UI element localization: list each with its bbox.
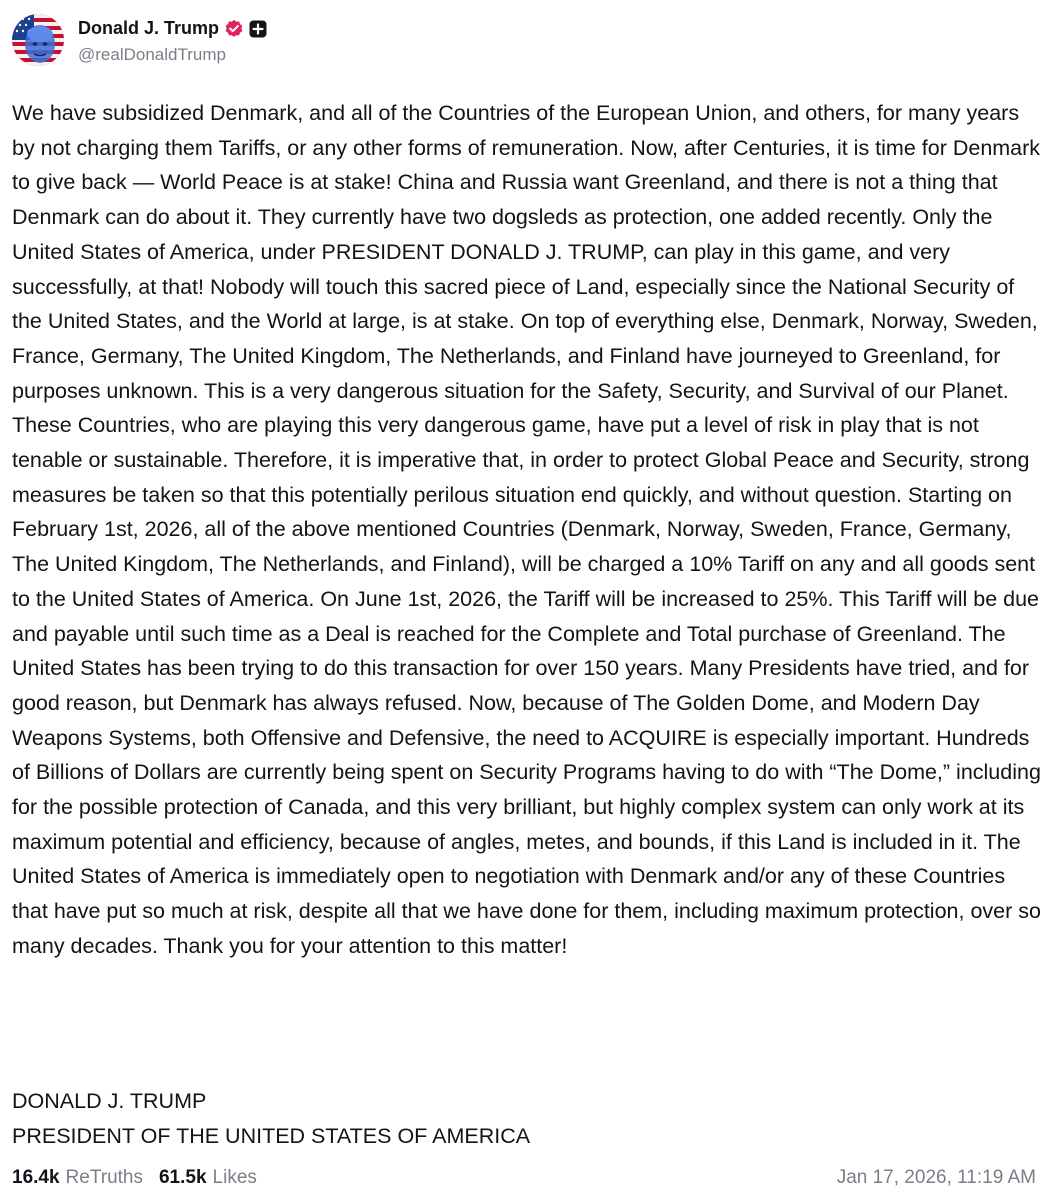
- post-body: [12, 96, 1044, 964]
- verified-badge-icon: [224, 19, 244, 39]
- name-row: [78, 16, 267, 42]
- post-header: [12, 12, 267, 68]
- avatar[interactable]: [12, 14, 64, 66]
- likes-label: Likes: [212, 1167, 257, 1188]
- signature-name: DONALD J. TRUMP: [12, 1089, 207, 1113]
- likes-count: 61.5k: [158, 1167, 207, 1188]
- signature-title: PRESIDENT OF THE UNITED STATES OF AMERICA: [12, 1123, 531, 1148]
- author-identity: [78, 16, 267, 65]
- post-body-text: We have subsidized Denmark, and all of the Countries of the European Union, and others, for many years by not charging them Tariffs, or any other forms of remuneration. Now, after Centuries, it is time for Denmark to give back — World Peace is at stake! China and Russia want Greenland, and there is not a thing that Denmark can do about it. They currently have two dogsleds as protection, one added recently. Only the United States of America, under PRESIDENT DONALD J. TRUMP, can play in this game, and very successfully, at that! Nobody will touch this sacred piece of Land, especially since the National Security of the United States, and the World at large, is at stake. On top of everything else, Denmark, Norway, Sweden, France, Germany, The United Kingdom, The Netherlands, and Finland have journeyed to Greenland, for purposes unknown. This is a very dangerous situation for the Safety, Security, and Survival of our Planet. These Countries, who are playing this very dangerous game, have put a level of risk in play that is not tenable or sustainable. Therefore, it is imperative that, in order to protect Global Peace and Security, strong measures be taken so that this potentially perilous situation end quickly, and without question. Starting on February 1st, 2026, all of the above mentioned Countries (Denmark, Norway, Sweden, France, Germany, The United Kingdom, The Netherlands, and Finland), will be charged a 10% Tariff on any and all goods sent to the United States of America. On June 1st, 2026, the Tariff will be increased to 25%. This Tariff will be due and payable until such time as a Deal is reached for the Complete and Total purchase of Greenland. The United States has been trying to do this transaction for over 150 years. Many Presidents have tried, and for good reason, but Denmark has always refused. Now, because of The Golden Dome, and Modern Day Weapons Systems, both Offensive and Defensive, the need to ACQUIRE is especially important. Hundreds of Billions of Dollars are currently being spent on Security Programs having to do with “The Dome,” including for the possible protection of Canada, and this very brilliant, but highly complex system can only work at its maximum potential and efficiency, because of angles, metes, and bounds, if this Land is included in it. The United States of America is immediately open to negotiation with Denmark and/or any of these Countries that have put so much at risk, despite all that we have done for them, including maximum protection, over so many decades. Thank you for your attention to this matter!: [12, 101, 1041, 958]
- post-timestamp[interactable]: Jan 17, 2026, 11:19 AM: [836, 1167, 1036, 1188]
- retruths-label: ReTruths: [65, 1167, 143, 1188]
- post-signature: [12, 1084, 530, 1153]
- retruths-stat[interactable]: [12, 1167, 143, 1189]
- display-name[interactable]: Donald J. Trump: [78, 18, 220, 38]
- plus-badge-icon: [249, 20, 267, 38]
- profile-avatar-icon: [12, 14, 64, 66]
- likes-stat[interactable]: [159, 1167, 257, 1189]
- retruths-count: 16.4k: [12, 1167, 60, 1188]
- author-handle[interactable]: @realDonaldTrump: [78, 44, 226, 64]
- post-footer: [12, 1163, 1036, 1193]
